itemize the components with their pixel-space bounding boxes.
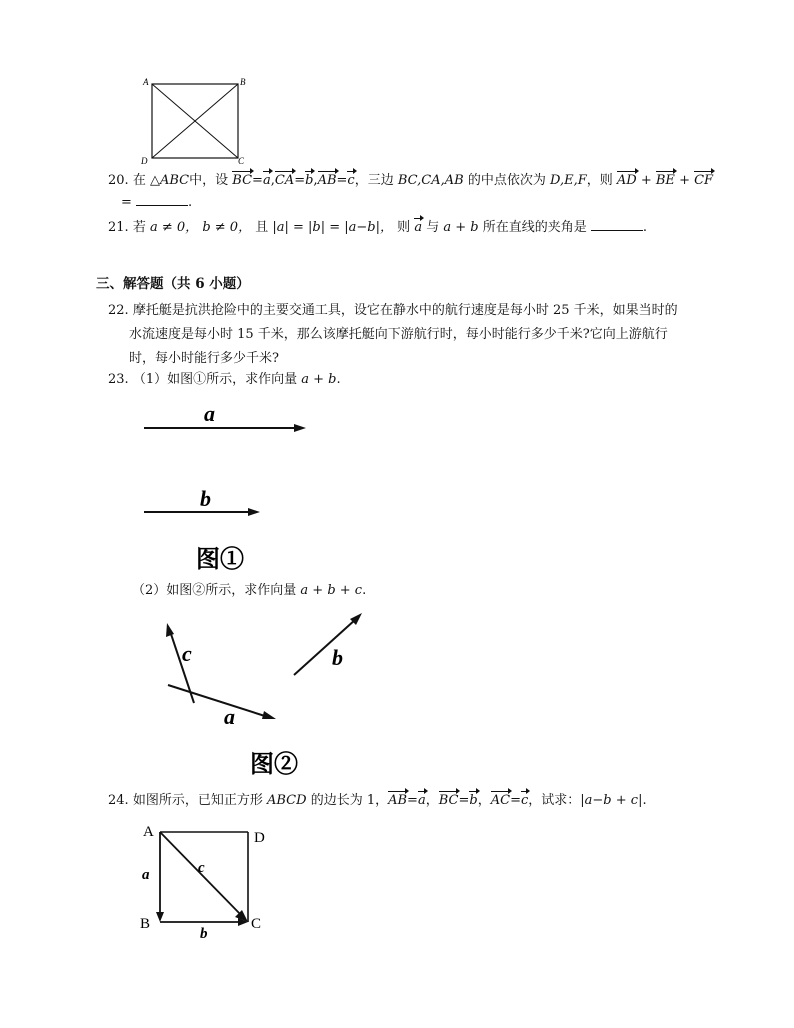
period: . <box>642 220 648 235</box>
vector-ca: CA <box>274 173 295 188</box>
vector-sum: a + b <box>443 220 479 235</box>
vector-a-label: a <box>204 401 215 426</box>
vector-bc: BC <box>438 793 459 808</box>
comma: , <box>270 173 275 188</box>
equals: = <box>336 173 348 188</box>
vector-b-arrow <box>294 619 356 675</box>
period: . <box>188 195 193 210</box>
figure-1 <box>140 400 340 575</box>
vector-c: c <box>520 793 529 808</box>
section-heading: 三、解答题（共 6 小题） <box>96 276 250 292</box>
label-a-point: A <box>143 824 154 840</box>
text: 如图所示，已知正方形 <box>132 793 263 808</box>
question-number: 23. <box>108 372 129 387</box>
label-d: D <box>141 156 148 166</box>
text: （1）如图①所示，求作向量 <box>132 372 298 387</box>
vector-ad: AD <box>616 173 637 188</box>
label-a: A <box>143 77 149 87</box>
vector-b: b <box>305 173 314 188</box>
figure-1-caption: 图① <box>196 547 244 573</box>
vector-b-label: b <box>332 645 343 670</box>
text: 的中点依次为 <box>467 173 546 188</box>
midpoints: D,E,F <box>549 173 587 188</box>
vector-a-arrowhead <box>262 711 276 719</box>
vector-c: c <box>347 173 355 188</box>
answer-blank[interactable] <box>591 218 643 231</box>
text: （2）如图②所示，求作向量 <box>132 583 297 598</box>
vector-a-arrowhead <box>294 424 306 432</box>
vector-a-arrow <box>168 685 268 717</box>
answer-blank[interactable] <box>136 193 188 206</box>
condition-b: b ≠ 0， <box>202 220 252 235</box>
label-vector-b: b <box>200 926 208 942</box>
question-22-line2: 水流速度是每小时 15 千米，那么该摩托艇向下游航行时，每小时能行多少千米?它向上游航行 <box>129 327 668 342</box>
label-c-point: C <box>251 916 262 932</box>
figure-3 <box>138 820 278 942</box>
vector-a-label: a <box>224 704 235 729</box>
figure-2 <box>160 605 380 785</box>
sides: BC,CA,AB <box>397 173 464 188</box>
vector-b: b <box>469 793 478 808</box>
label-d-point: D <box>254 830 265 846</box>
comma: ， <box>425 793 439 808</box>
label-b: B <box>240 77 246 87</box>
vector-expression: a + b + c <box>300 583 363 598</box>
question-number: 21. <box>108 220 129 235</box>
vector-ab: AB <box>388 793 408 808</box>
vector-cf: CF <box>694 173 714 188</box>
text: 的边长为 1， <box>310 793 389 808</box>
period: . <box>642 793 647 808</box>
question-23-part1 <box>108 371 341 389</box>
text: 在 <box>132 173 146 188</box>
text: ，则 <box>586 173 613 188</box>
text: 若 <box>132 220 146 235</box>
vector-c-label: c <box>182 641 192 666</box>
vector-ac: AC <box>490 793 511 808</box>
question-20-line2 <box>121 193 192 212</box>
question-20-line1 <box>108 172 713 190</box>
vector-a-arrowhead <box>156 912 164 922</box>
label-c: C <box>238 156 245 166</box>
question-number: 24. <box>108 793 129 808</box>
triangle-name: ABC <box>159 173 190 188</box>
question-23-part2 <box>132 582 366 600</box>
period: . <box>336 372 341 387</box>
label-b-point: B <box>140 916 151 932</box>
comma: ， <box>477 793 491 808</box>
question-22-line3: 时，每小时能行多少千米? <box>129 351 279 366</box>
triangle-symbol: △ <box>149 173 160 188</box>
magnitude-condition: |a| = |b| = |a−b|， <box>272 220 394 235</box>
vector-b-arrowhead <box>248 508 260 516</box>
text: 且 <box>255 220 269 235</box>
square-name: ABCD <box>266 793 307 808</box>
text: 所在直线的夹角是 <box>482 220 587 235</box>
vector-c-arrowhead <box>166 623 174 637</box>
text: ，试求： <box>528 793 581 808</box>
vector-ab: AB <box>317 173 337 188</box>
equals: = <box>121 195 132 210</box>
magnitude-expression: |a−b + c| <box>580 793 643 808</box>
label-vector-c: c <box>198 860 205 876</box>
figure-2-caption: 图② <box>250 752 298 778</box>
text: 与 <box>426 220 440 235</box>
equals: = <box>294 173 306 188</box>
equals: = <box>510 793 521 808</box>
question-number: 20. <box>108 173 129 188</box>
equals: = <box>407 793 418 808</box>
question-21 <box>108 218 647 237</box>
plus: + <box>640 173 652 188</box>
plus: + <box>679 173 690 188</box>
vector-be: BE <box>655 173 675 188</box>
condition-a: a ≠ 0， <box>149 220 199 235</box>
question-24 <box>108 792 647 810</box>
equals: = <box>458 793 470 808</box>
text: 则 <box>397 220 411 235</box>
vector-expression: a + b <box>301 372 337 387</box>
comma: , <box>313 173 318 188</box>
vector-a: a <box>414 220 423 235</box>
vector-bc: BC <box>232 173 253 188</box>
vector-a: a <box>262 173 271 188</box>
vector-b-label: b <box>200 486 211 511</box>
text: ，三边 <box>354 173 394 188</box>
square-diagonals-figure <box>138 74 250 168</box>
question-number: 22. <box>108 303 129 318</box>
label-vector-a: a <box>142 867 150 883</box>
text: 中，设 <box>189 173 229 188</box>
period: . <box>362 583 367 598</box>
text: 摩托艇是抗洪抢险中的主要交通工具，设它在静水中的航行速度是每小时 25 千米，如果当时的 <box>132 303 678 318</box>
equals: = <box>252 173 263 188</box>
question-22-line1 <box>108 302 678 320</box>
vector-a: a <box>417 793 426 808</box>
